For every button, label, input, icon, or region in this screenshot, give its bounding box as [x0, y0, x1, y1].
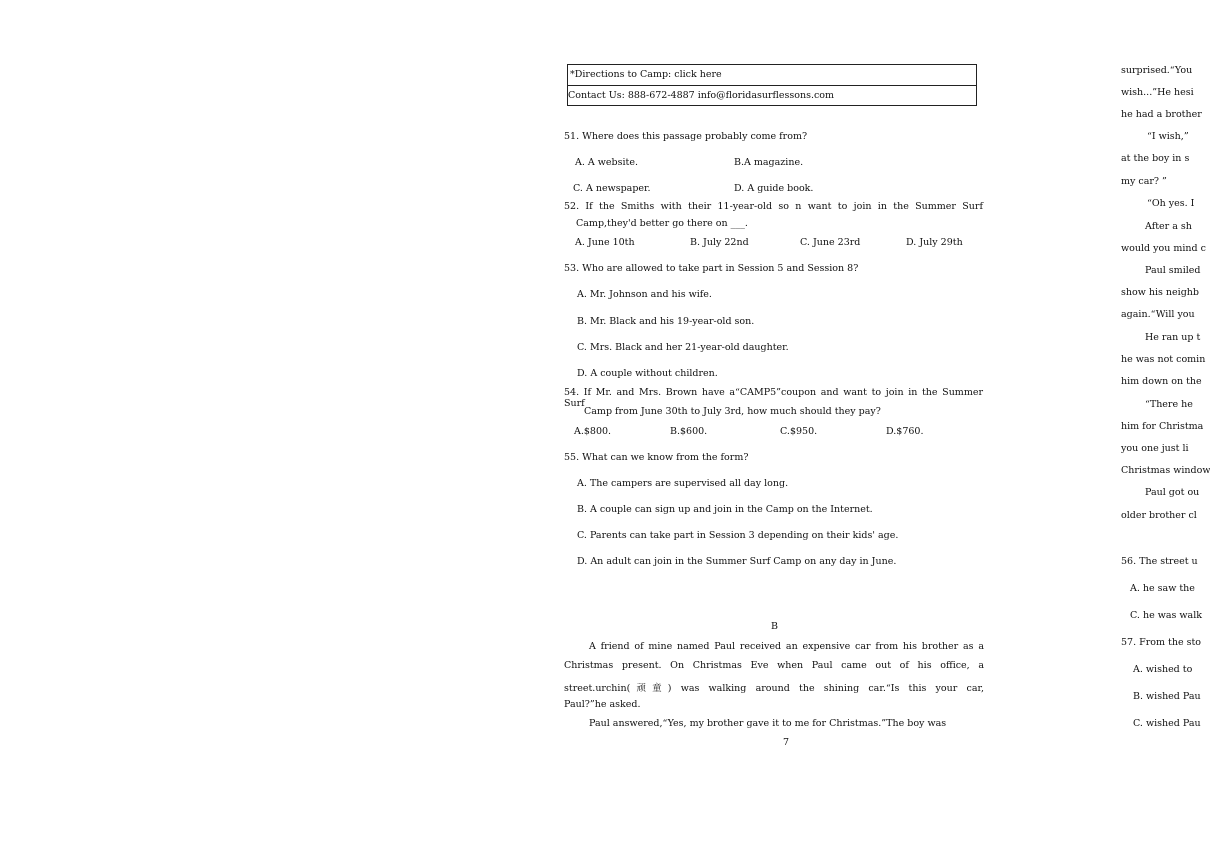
- passage-line: Christmas present. On Christmas Eve when Paul came out of his office, a: [564, 660, 984, 671]
- contact-info: Contact Us: 888-672-4887 info@floridasurflessons.com: [568, 90, 835, 101]
- next-page-line: He ran up t: [1145, 332, 1201, 343]
- question-51-option-b: B.A magazine.: [734, 157, 804, 168]
- passage-line: A friend of mine named Paul received an expensive car from his brother as a: [589, 641, 984, 652]
- question-51-option-d: D. A guide book.: [734, 183, 814, 194]
- passage-line: street.urchin(顽童) was walking around the shining car.“Is this your car,: [564, 683, 984, 694]
- next-page-line: Paul smiled: [1145, 265, 1201, 276]
- question-53-stem: 53. Who are allowed to take part in Session 5 and Session 8?: [564, 263, 859, 274]
- question-55-option-a: A. The campers are supervised all day long.: [577, 478, 789, 489]
- next-page-line: surprised.“You: [1121, 65, 1193, 76]
- question-53-option-d: D. A couple without children.: [577, 368, 718, 379]
- next-page-line: at the boy in s: [1121, 153, 1190, 164]
- next-page-line: wish...”He hesi: [1121, 87, 1194, 98]
- question-52-stem-line2: Camp,they'd better go there on ___.: [576, 218, 748, 229]
- next-page-line: “I wish,”: [1147, 131, 1189, 142]
- next-page-line: he had a brother: [1121, 109, 1202, 120]
- contact-box: [567, 64, 977, 106]
- page-number: 7: [783, 737, 790, 748]
- question-51-option-c: C. A newspaper.: [573, 183, 651, 194]
- next-page-line: A. he saw the: [1130, 583, 1195, 594]
- next-page-line: “Oh yes. I: [1147, 198, 1195, 209]
- next-page-line: “There he: [1145, 399, 1193, 410]
- next-page-line: older brother cl: [1121, 510, 1197, 521]
- question-53-option-b: B. Mr. Black and his 19-year-old son.: [577, 316, 755, 327]
- next-page-line: show his neighb: [1121, 287, 1199, 298]
- question-52-stem-line1: 52. If the Smiths with their 11-year-old so n want to join in the Summer Surf: [564, 201, 983, 212]
- next-page-line: A. wished to: [1133, 664, 1193, 675]
- question-54-option-d: D.$760.: [886, 426, 924, 437]
- next-page-line: would you mind c: [1121, 243, 1206, 254]
- question-52-option-d: D. July 29th: [906, 237, 963, 248]
- question-53-option-c: C. Mrs. Black and her 21-year-old daughter.: [577, 342, 789, 353]
- question-54-option-c: C.$950.: [780, 426, 818, 437]
- question-52-option-a: A. June 10th: [575, 237, 635, 248]
- question-52-option-b: B. July 22nd: [690, 237, 749, 248]
- next-page-line: my car? ”: [1121, 176, 1167, 187]
- next-page-line: B. wished Pau: [1133, 691, 1201, 702]
- next-page-line: him for Christma: [1121, 421, 1204, 432]
- question-55-option-c: C. Parents can take part in Session 3 depending on their kids' age.: [577, 530, 899, 541]
- next-page-line: him down on the: [1121, 376, 1202, 387]
- question-54-stem-line1: 54. If Mr. and Mrs. Brown have a“CAMP5”coupon and want to join in the Summer Surf: [564, 387, 983, 409]
- next-page-line: 56. The street u: [1121, 556, 1198, 567]
- next-page-column: [1121, 0, 1210, 849]
- directions-link[interactable]: *Directions to Camp: click here: [568, 65, 976, 86]
- question-55-option-d: D. An adult can join in the Summer Surf Camp on any day in June.: [577, 556, 897, 567]
- question-53-option-a: A. Mr. Johnson and his wife.: [577, 289, 712, 300]
- next-page-line: he was not comin: [1121, 354, 1206, 365]
- section-heading-b: B: [771, 621, 778, 632]
- question-51-option-a: A. A website.: [575, 157, 638, 168]
- next-page-line: C. he was walk: [1130, 610, 1203, 621]
- question-51-stem: 51. Where does this passage probably come from?: [564, 131, 808, 142]
- question-55-option-b: B. A couple can sign up and join in the Camp on the Internet.: [577, 504, 873, 515]
- next-page-line: again.“Will you: [1121, 309, 1195, 320]
- next-page-line: Christmas window: [1121, 465, 1210, 476]
- question-54-option-b: B.$600.: [670, 426, 708, 437]
- next-page-line: After a sh: [1145, 221, 1192, 232]
- question-54-stem-line2: Camp from June 30th to July 3rd, how much should they pay?: [584, 406, 881, 417]
- next-page-line: you one just li: [1121, 443, 1189, 454]
- passage-line: Paul?”he asked.: [564, 699, 641, 710]
- passage-line: Paul answered,“Yes, my brother gave it to me for Christmas.”The boy was: [589, 718, 947, 729]
- question-54-option-a: A.$800.: [574, 426, 612, 437]
- next-page-line: C. wished Pau: [1133, 718, 1201, 729]
- next-page-line: Paul got ou: [1145, 487, 1200, 498]
- question-52-option-c: C. June 23rd: [800, 237, 861, 248]
- next-page-line: 57. From the sto: [1121, 637, 1201, 648]
- question-55-stem: 55. What can we know from the form?: [564, 452, 749, 463]
